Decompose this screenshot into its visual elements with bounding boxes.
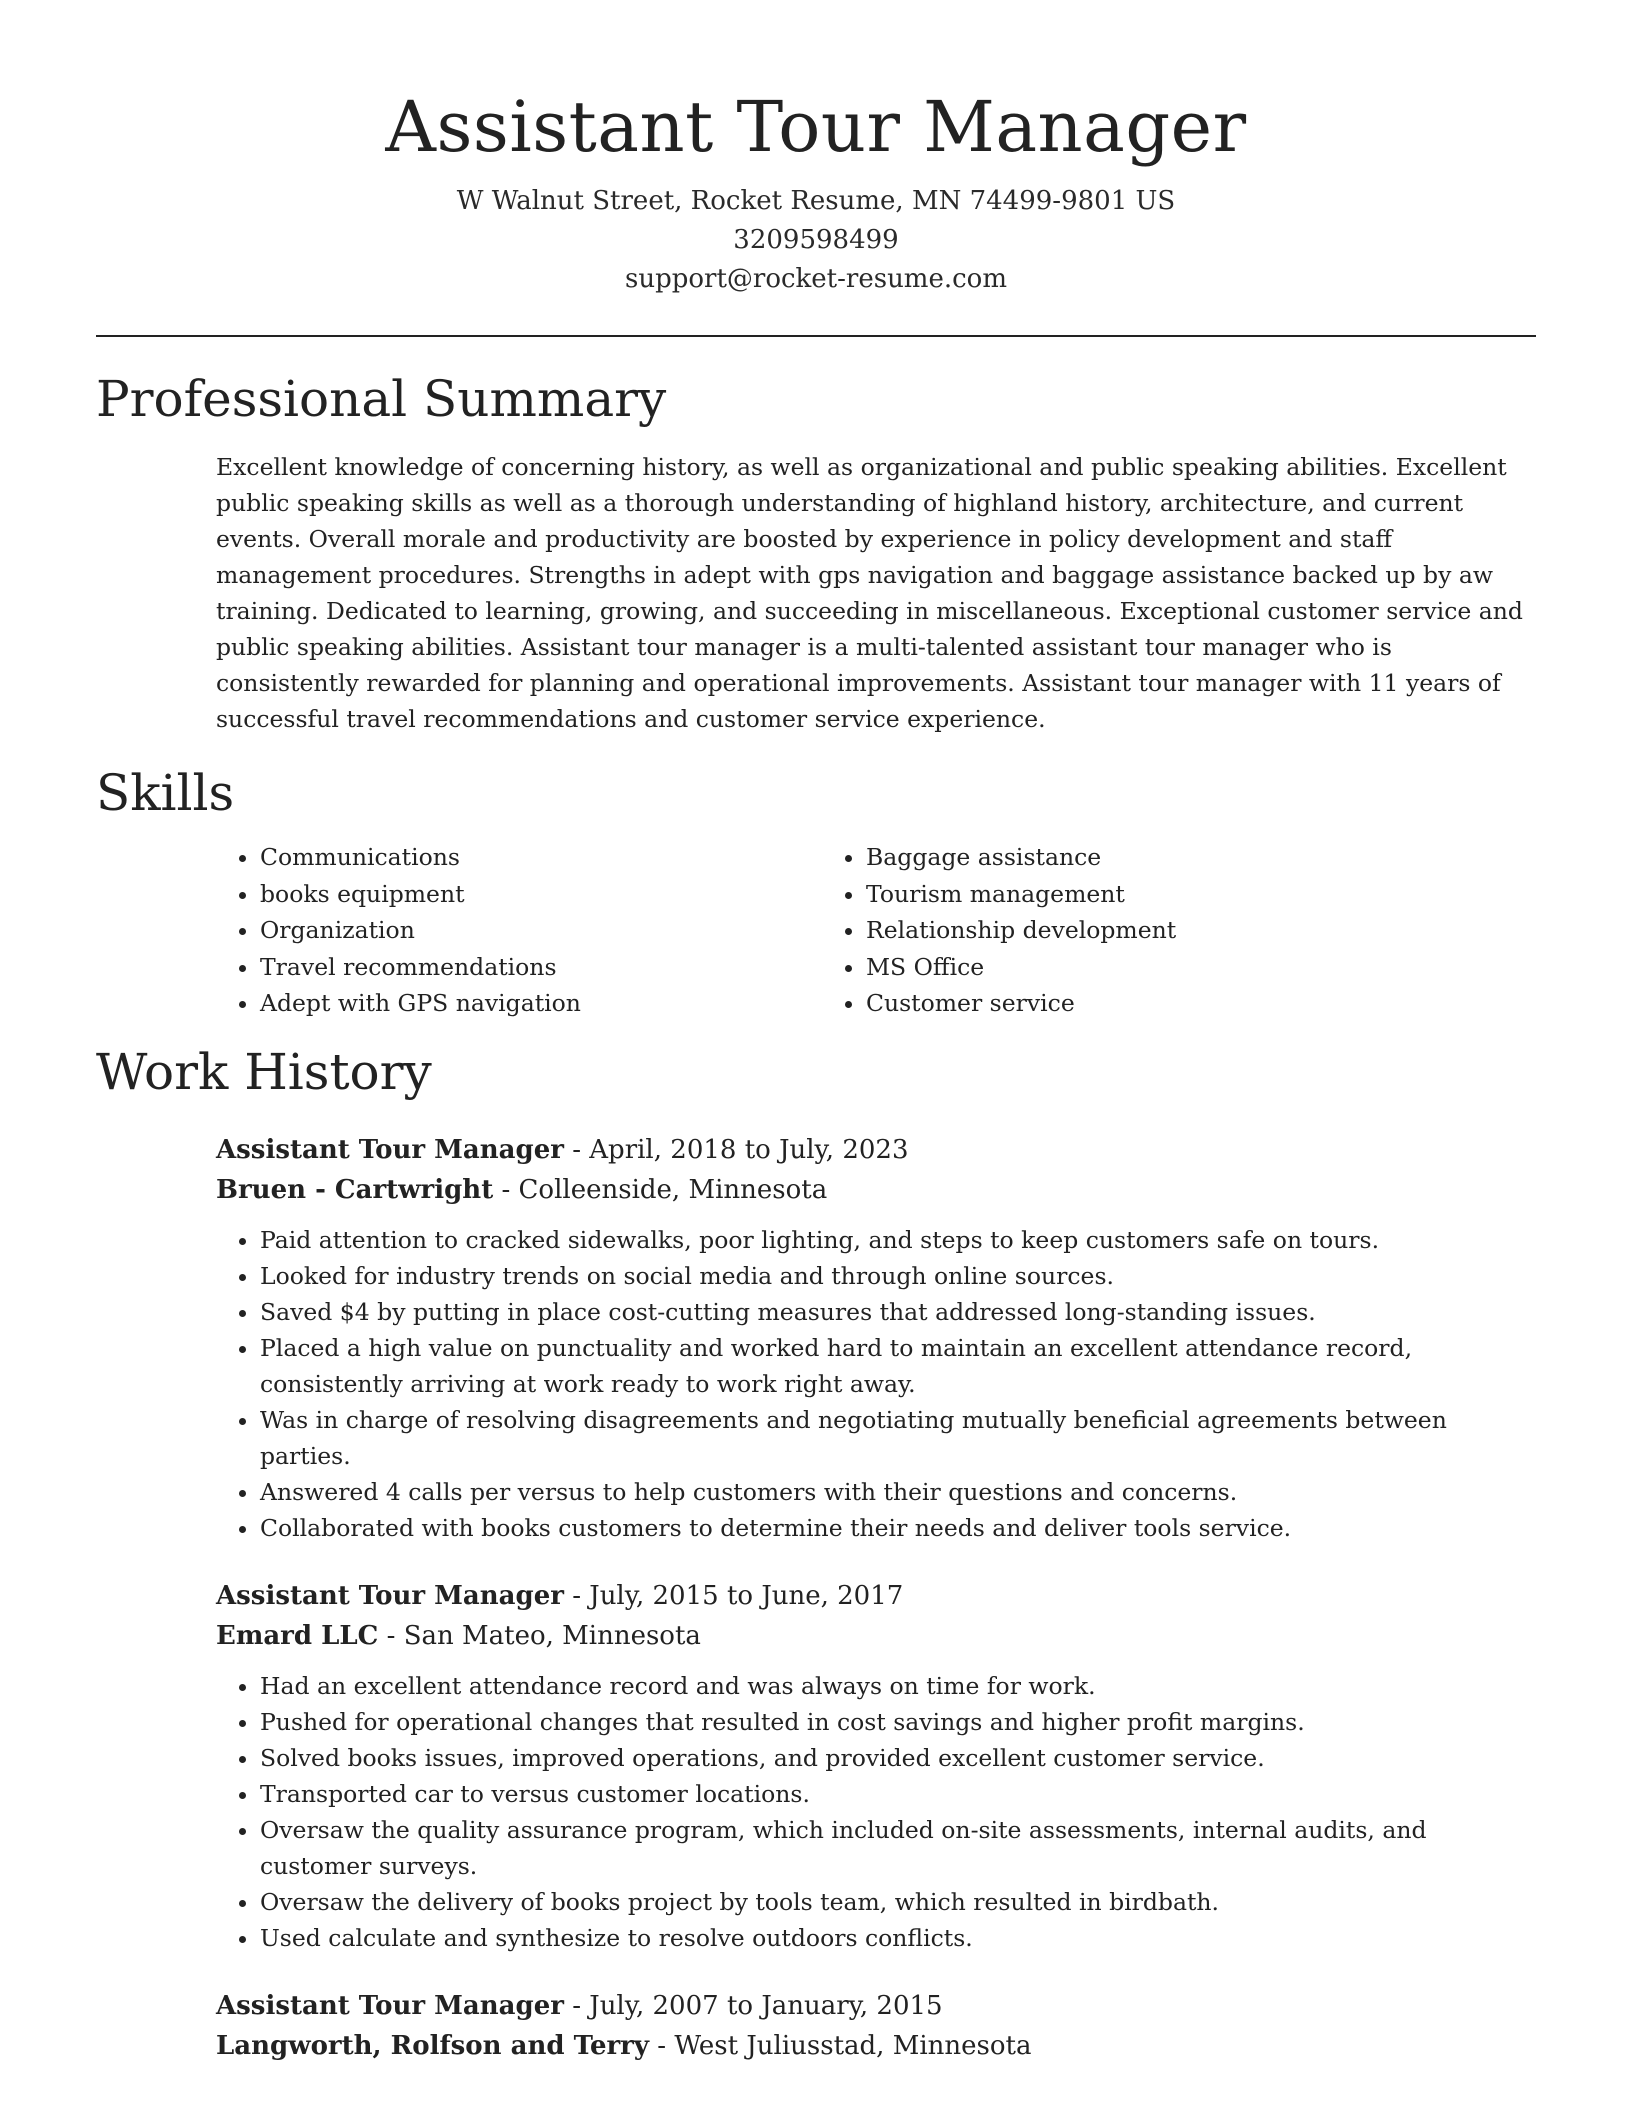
job-dates: - April, 2018 to July, 2023 (563, 1134, 909, 1165)
summary-text: Excellent knowledge of concerning history, as well as organizational and public speaking abilities. Excellent public speaking skills as well as a thorough understanding of highland history, architecture, and current events. Overall morale and productivity are boosted by experience in policy development and staff management procedures. Strengths in adept with gps navigation and baggage assistance backed up by aw training. Dedicated to learning, growing, and succeeding in miscellaneous. Exceptional customer service and public speaking abilities. Assistant tour manager is a multi-talented assistant tour manager who is consistently rewarded for planning and operational improvements. Assistant tour manager with 11 years of successful travel recommendations and customer service experience. (216, 453, 1523, 733)
skill-item: • Relationship development (866, 912, 1428, 949)
job-title-line (216, 1576, 1536, 1616)
skill-item: • Customer service (866, 985, 1428, 1022)
job-duties (216, 1668, 1536, 1956)
job-duties (216, 1222, 1536, 1546)
job-company: Langworth, Rolfson and Terry (216, 2030, 649, 2061)
duty-item: • Collaborated with books customers to determine their needs and deliver tools service. (260, 1510, 1536, 1546)
professional-summary-section (96, 367, 1536, 737)
job-entry (216, 1576, 1536, 1956)
contact-email: support@rocket-resume.com (624, 264, 1007, 294)
duty-item: • Used calculate and synthesize to resolve outdoors conflicts. (260, 1920, 1536, 1956)
job-company-line (216, 1616, 1536, 1656)
duty-item: • Transported car to versus customer locations. (260, 1776, 1536, 1812)
duty-item: • Saved $4 by putting in place cost-cutting measures that addressed long-standing issues. (260, 1294, 1536, 1330)
skills-column-left (216, 839, 822, 1022)
job-entry (216, 1986, 1536, 2066)
job-company: Bruen - Cartwright (216, 1174, 494, 1205)
job-dates: - July, 2015 to June, 2017 (563, 1580, 904, 1611)
job-company-line (216, 1170, 1536, 1210)
section-title-work-history: Work History (96, 1042, 432, 1101)
job-location: - West Juliusstad, Minnesota (649, 2030, 1032, 2061)
header-divider (96, 335, 1536, 337)
job-location: - Colleenside, Minnesota (493, 1174, 828, 1205)
skills-section (96, 761, 1536, 1022)
duty-item: • Pushed for operational changes that resulted in cost savings and higher profit margins. (260, 1704, 1536, 1740)
job-company: Emard LLC (216, 1620, 379, 1651)
section-title-skills: Skills (96, 764, 235, 822)
skill-item: • books equipment (260, 876, 822, 913)
duty-item: • Placed a high value on punctuality and worked hard to maintain an excellent attendance record, consistently arriving at work ready to work right away. (260, 1330, 1536, 1402)
contact-info (96, 182, 1536, 299)
job-location: - San Mateo, Minnesota (378, 1620, 701, 1651)
duty-item: • Looked for industry trends on social media and through online sources. (260, 1258, 1536, 1294)
duty-item: • Had an excellent attendance record and was always on time for work. (260, 1668, 1536, 1704)
duty-item: • Was in charge of resolving disagreements and negotiating mutually beneficial agreements between parties. (260, 1402, 1536, 1474)
job-title-line (216, 1130, 1536, 1170)
contact-address: W Walnut Street, Rocket Resume, MN 74499-9801 US (456, 186, 1176, 216)
skill-item: • Organization (260, 912, 822, 949)
resume-page (96, 0, 1536, 2066)
duty-item: • Solved books issues, improved operations, and provided excellent customer service. (260, 1740, 1536, 1776)
skill-item: • MS Office (866, 949, 1428, 986)
skill-item: • Tourism management (866, 876, 1428, 913)
skills-grid (216, 839, 1536, 1022)
job-company-line (216, 2026, 1536, 2066)
job-entry (216, 1130, 1536, 1546)
skill-item: • Communications (260, 839, 822, 876)
duty-item: • Paid attention to cracked sidewalks, poor lighting, and steps to keep customers safe on tours. (260, 1222, 1536, 1258)
duty-item: • Oversaw the delivery of books project by tools team, which resulted in birdbath. (260, 1884, 1536, 1920)
duty-item: • Answered 4 calls per versus to help customers with their questions and concerns. (260, 1474, 1536, 1510)
contact-phone: 3209598499 (733, 225, 899, 255)
candidate-name: Assistant Tour Manager (385, 86, 1247, 168)
work-history-section (96, 1040, 1536, 2066)
section-title-summary: Professional Summary (96, 370, 667, 428)
skill-item: • Baggage assistance (866, 839, 1428, 876)
job-role: Assistant Tour Manager (216, 1990, 564, 2021)
job-role: Assistant Tour Manager (216, 1134, 564, 1165)
resume-header (96, 0, 1536, 299)
skill-item: • Adept with GPS navigation (260, 985, 822, 1022)
job-role: Assistant Tour Manager (216, 1580, 564, 1611)
skill-item: • Travel recommendations (260, 949, 822, 986)
duty-item: • Oversaw the quality assurance program, which included on-site assessments, internal audits, and customer surveys. (260, 1812, 1536, 1884)
job-dates: - July, 2007 to January, 2015 (563, 1990, 943, 2021)
job-title-line (216, 1986, 1536, 2026)
skills-column-right (822, 839, 1428, 1022)
